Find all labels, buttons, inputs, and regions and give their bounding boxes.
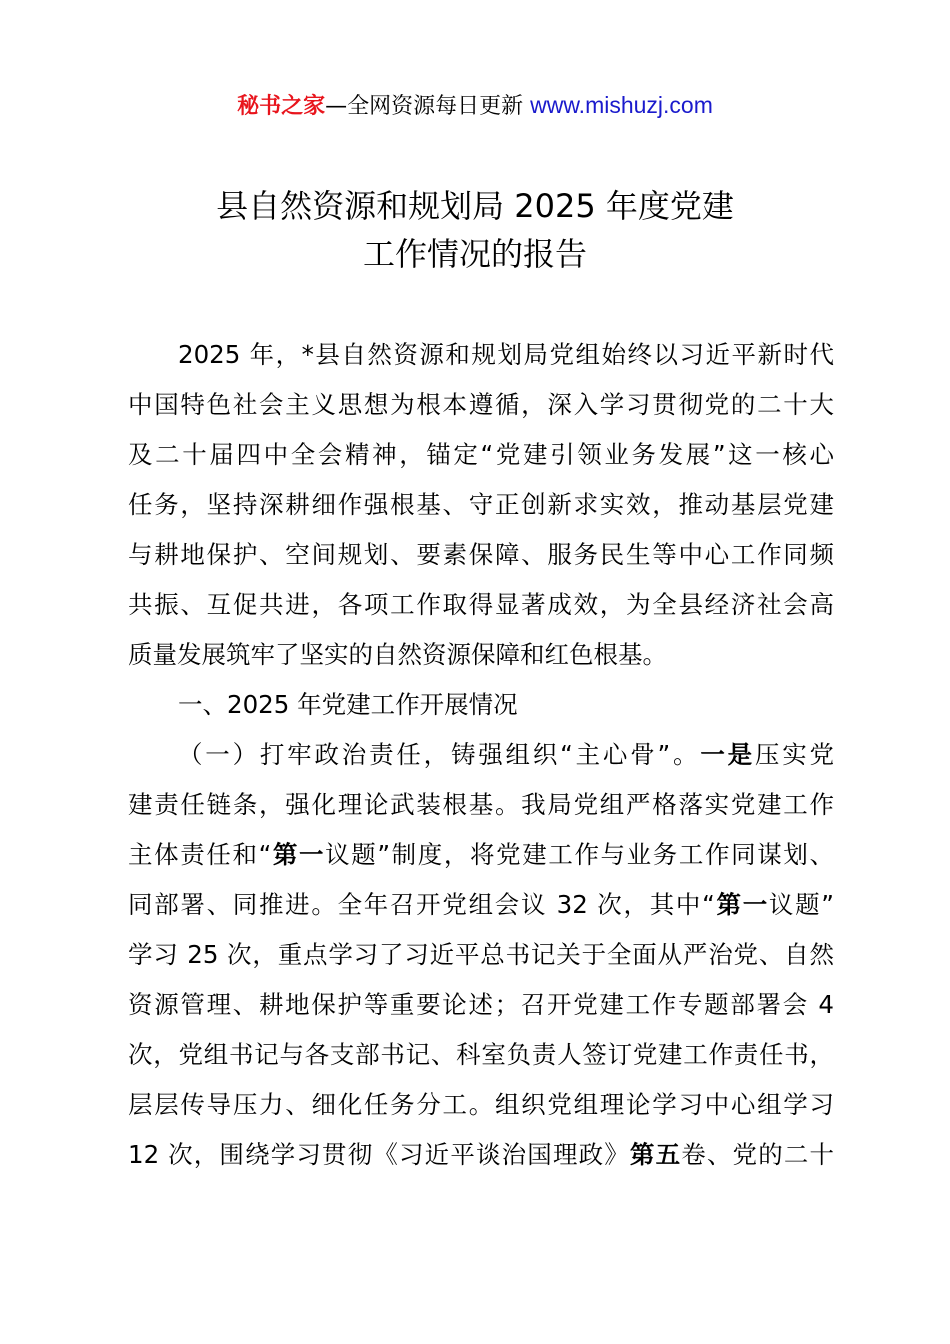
- title-line-2: 工作情况的报告: [362, 235, 587, 273]
- text-line: 质量发展筑牢了坚实的自然资源保障和红色根基。: [128, 640, 667, 669]
- text-line: 资源管理、耕地保护等重要论述；召开党建工作专题部署会 4: [128, 990, 834, 1019]
- text-line: 中国特色社会主义思想为根本遵循，深入学习贯彻党的二十大: [128, 390, 834, 419]
- text-fragment: 议题”制度，将党建工作与业务工作同谋划、: [325, 840, 834, 869]
- text-line: [128, 880, 834, 930]
- text-line: 2025 年，*县自然资源和规划局党组始终以习近平新时代: [178, 340, 834, 369]
- text-line: [128, 730, 834, 780]
- title-line-1: 县自然资源和规划局 2025 年度党建: [216, 187, 734, 225]
- bold-marker: 第一: [271, 840, 326, 869]
- text-fragment: 卷、党的二十: [681, 1140, 835, 1169]
- intro-paragraph: [128, 330, 834, 680]
- text-line: 建责任链条，强化理论武装根基。我局党组严格落实党建工作: [128, 790, 834, 819]
- text-fragment: 议题”: [768, 890, 834, 919]
- text-line: 及二十届四中全会精神，锚定“党建引领业务发展”这一核心: [128, 440, 834, 469]
- text-fragment: 同部署、同推进。全年召开党组会议 32 次，其中“: [128, 890, 715, 919]
- text-line: 学习 25 次，重点学习了习近平总书记关于全面从严治党、自然: [128, 940, 834, 969]
- site-url-link[interactable]: www.mishuzj.com: [530, 92, 713, 118]
- site-banner: [0, 88, 950, 124]
- document-title: [0, 182, 950, 278]
- bold-marker: 一是: [700, 740, 755, 769]
- text-fragment: 压实党: [754, 740, 834, 769]
- section-heading: 一、2025 年党建工作开展情况: [178, 690, 518, 719]
- text-line: 次，党组书记与各支部书记、科室负责人签订党建工作责任书，: [128, 1040, 834, 1069]
- document-body: [128, 330, 834, 1180]
- bold-marker: 第五: [629, 1140, 682, 1169]
- brand-name: 秘书之家: [237, 94, 326, 119]
- text-line: 与耕地保护、空间规划、要素保障、服务民生等中心工作同频: [128, 540, 834, 569]
- text-line: [128, 1130, 834, 1180]
- subsection-heading: （一）打牢政治责任，铸强组织“主心骨”。: [178, 740, 701, 769]
- text-line: [128, 830, 834, 880]
- subsection-paragraph: [128, 730, 834, 1180]
- text-fragment: 主体责任和“: [128, 840, 272, 869]
- text-fragment: 12 次，围绕学习贯彻《习近平谈治国理政》: [128, 1140, 630, 1169]
- bold-marker: 第一: [714, 890, 769, 919]
- text-line: 任务，坚持深耕细作强根基、守正创新求实效，推动基层党建: [128, 490, 834, 519]
- text-line: 共振、互促共进，各项工作取得显著成效，为全县经济社会高: [128, 590, 834, 619]
- text-line: 层层传导压力、细化任务分工。组织党组理论学习中心组学习: [128, 1090, 834, 1119]
- banner-slogan: —全网资源每日更新: [325, 94, 524, 119]
